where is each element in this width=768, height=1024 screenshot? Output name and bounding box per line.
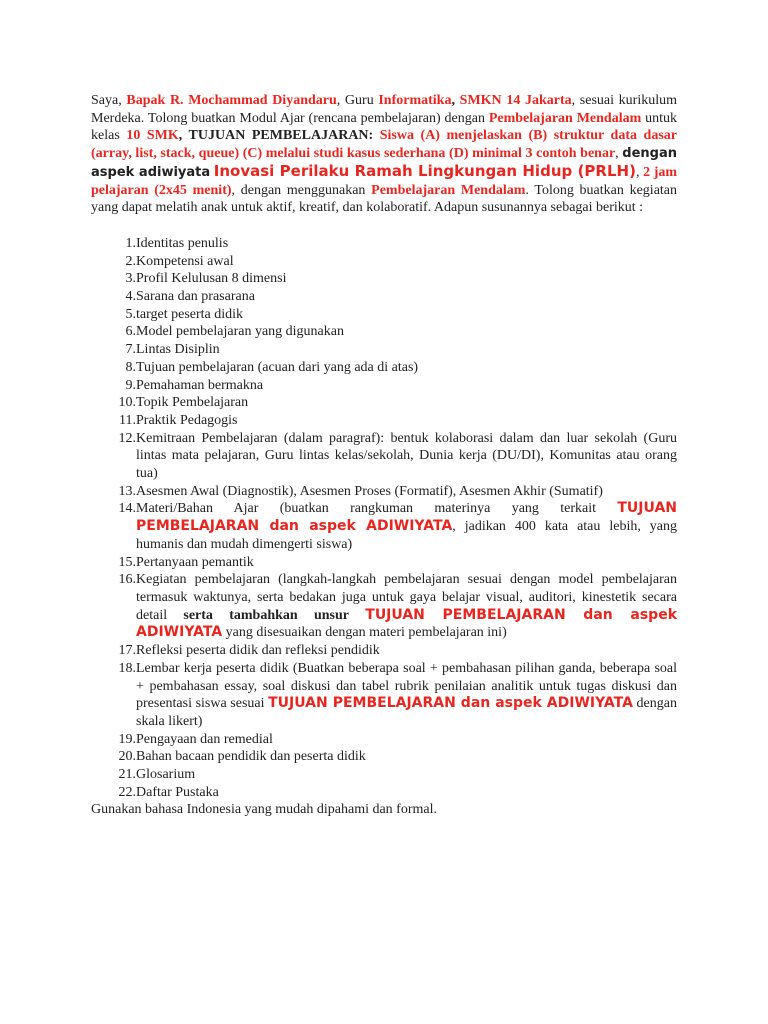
list-item-number: [91, 731, 136, 749]
list-item-text: [136, 288, 677, 306]
list-item: [91, 323, 677, 341]
list-number-text: 15.: [118, 554, 136, 570]
list-item-text: [136, 323, 677, 341]
list-item-text: [136, 235, 677, 253]
list-item: [91, 359, 677, 377]
list-text-segment: [349, 608, 365, 623]
list-number-text: 2.: [125, 253, 136, 269]
list-number-text: 17.: [118, 643, 136, 659]
list-text-segment: Daftar Pustaka: [136, 784, 219, 800]
list-number-text: 21.: [118, 767, 136, 783]
list-item: [91, 500, 677, 553]
list-item-number: [91, 323, 136, 341]
list-item: [91, 642, 677, 660]
objective-heading: , TUJUAN PEMBELAJARAN:: [178, 128, 380, 144]
list-text-segment: Model pembelajaran yang digunakan: [136, 324, 344, 340]
list-item-number: [91, 288, 136, 306]
document-page: [91, 92, 677, 819]
list-item-number: [91, 642, 136, 660]
list-item: [91, 412, 677, 430]
list-item: [91, 394, 677, 412]
list-text-segment: Pertanyaan pemantik: [136, 554, 254, 570]
list-number-text: 6.: [125, 324, 136, 340]
list-number-text: 5.: [125, 306, 136, 322]
highlight-text: TUJUAN PEMBELAJARAN dan aspek ADIWIYATA: [136, 500, 677, 535]
list-item: [91, 483, 677, 501]
subject-name: Informatika: [378, 93, 452, 108]
list-number-text: 1.: [125, 235, 136, 251]
list-item-number: [91, 235, 136, 253]
intro-text: . Tolong buatkan kegiatan yang dapat melatih anak untuk aktif, kreatif, dan kolaboratif. Adapun susunannya sebagai berikut :: [91, 182, 678, 216]
list-text-segment: Refleksi peserta didik dan refleksi pendidik: [136, 643, 380, 659]
list-item-text: [136, 253, 677, 271]
list-text-segment: target peserta didik: [136, 306, 244, 322]
list-text-segment: Kemitraan Pembelajaran (dalam paragraf): bentuk kolaborasi dalam dan luar sekolah (Guru lintas mata pelajaran, Guru lintas kelas/sekolah, Dunia kerja (DU/DI), Komunitas atau orang tua): [136, 430, 677, 482]
list-text-segment: Kompetensi awal: [136, 253, 234, 269]
list-number-text: 22.: [118, 784, 136, 800]
list-item-number: [91, 253, 136, 271]
list-number-text: 18.: [118, 660, 136, 676]
highlight-text: TUJUAN PEMBELAJARAN dan aspek ADIWIYATA: [136, 606, 678, 641]
list-item-number: [91, 784, 136, 802]
list-number-text: 7.: [125, 342, 136, 358]
closing-text: Gunakan bahasa Indonesia yang mudah dipahami dan formal.: [91, 802, 438, 818]
list-item-text: [136, 412, 677, 430]
teacher-name: Bapak R. Mochammad Diyandaru: [126, 93, 337, 108]
list-item-number: [91, 500, 136, 553]
list-text-segment: Glosarium: [136, 767, 196, 783]
bold-text: serta tambahkan unsur: [183, 607, 349, 623]
intro-text: ,: [451, 93, 455, 108]
list-item: [91, 270, 677, 288]
aspect-label: dengan aspek adiwiyata: [91, 146, 678, 180]
school-name: SMKN 14 Jakarta: [459, 93, 572, 108]
list-item: [91, 748, 677, 766]
list-item-number: [91, 270, 136, 288]
list-item-text: [136, 748, 677, 766]
list-text-segment: Topik Pembelajaran: [136, 395, 249, 411]
list-item-number: [91, 554, 136, 572]
module-outline-list: [91, 235, 677, 802]
approach-highlight: Pembelajaran Mendalam: [488, 110, 642, 126]
list-item-text: [136, 500, 677, 553]
list-number-text: 9.: [125, 377, 136, 393]
list-text-segment: Pengayaan dan remedial: [136, 731, 273, 747]
list-item: [91, 377, 677, 395]
intro-text: , sesuai kurikulum Merdeka. Tolong buatkan Modul Ajar (rencana pembelajaran) dengan: [91, 93, 678, 126]
intro-paragraph: [91, 92, 677, 217]
list-text-segment: dengan skala likert): [136, 696, 677, 729]
list-item-text: [136, 554, 677, 572]
list-item-text: [136, 483, 677, 501]
list-text-segment: Lintas Disiplin: [136, 342, 220, 358]
list-item-text: [136, 571, 677, 642]
list-item: [91, 235, 677, 253]
list-item-number: [91, 748, 136, 766]
intro-text: Saya,: [91, 93, 127, 108]
list-item-text: [136, 430, 677, 483]
list-number-text: 16.: [118, 572, 136, 588]
list-item: [91, 253, 677, 271]
intro-text: ,: [635, 164, 644, 180]
list-text-segment: Lembar kerja peserta didik (Buatkan beberapa soal + pembahasan pilihan ganda, beberapa soal + pembahasan essay, soal diskusi dan tabel rubrik penilaian analitik untuk tugas diskusi dan presentasi siswa sesuai: [136, 660, 677, 712]
list-item: [91, 784, 677, 802]
list-number-text: 12.: [118, 430, 136, 446]
intro-text: untuk kelas: [91, 110, 678, 144]
list-item-number: [91, 412, 136, 430]
list-item-number: [91, 430, 136, 483]
list-item: [91, 731, 677, 749]
list-item: [91, 306, 677, 324]
list-item: [91, 571, 677, 642]
list-text-segment: Bahan bacaan pendidik dan peserta didik: [136, 749, 366, 765]
list-item-number: [91, 766, 136, 784]
list-item: [91, 288, 677, 306]
list-item: [91, 341, 677, 359]
intro-text: , Guru: [336, 93, 379, 108]
intro-text: , dengan menggunakan: [231, 182, 372, 198]
aspect-highlight: Inovasi Perilaku Ramah Lingkungan Hidup (PRLH): [213, 161, 636, 180]
list-item-text: [136, 731, 677, 749]
list-item-text: [136, 766, 677, 784]
list-item-text: [136, 270, 677, 288]
list-item-text: [136, 306, 677, 324]
list-item-text: [136, 377, 677, 395]
list-number-text: 13.: [118, 483, 136, 499]
list-number-text: 8.: [125, 359, 136, 375]
list-item-number: [91, 660, 136, 731]
list-text-segment: Identitas penulis: [136, 235, 229, 251]
list-item: [91, 554, 677, 572]
list-item: [91, 430, 677, 483]
list-item-number: [91, 394, 136, 412]
list-item-number: [91, 359, 136, 377]
list-item-number: [91, 483, 136, 501]
list-number-text: 14.: [118, 501, 136, 517]
approach-highlight: Pembelajaran Mendalam: [371, 182, 526, 198]
learning-objective: Siswa (A) menjelaskan (B) struktur data dasar (array, list, stack, queue) (C) melalui studi kasus sederhana (D) minimal 3 contoh benar: [91, 128, 678, 162]
list-number-text: 20.: [118, 749, 136, 765]
list-text-segment: Kegiatan pembelajaran (langkah-langkah pembelajaran sesuai dengan model pembelajaran termasuk waktunya, serta bedakan juga untuk gaya belajar visual, auditori, kinestetik secara detail: [136, 572, 677, 623]
list-text-segment: Materi/Bahan Ajar (buatkan rangkuman materinya yang terkait: [136, 501, 618, 517]
list-item-text: [136, 359, 677, 377]
list-item-text: [136, 394, 677, 412]
list-item: [91, 660, 677, 731]
list-text-segment: Praktik Pedagogis: [136, 412, 238, 428]
list-text-segment: Profil Kelulusan 8 dimensi: [136, 271, 287, 287]
list-item-number: [91, 571, 136, 642]
list-item-text: [136, 642, 677, 660]
list-text-segment: Tujuan pembelajaran (acuan dari yang ada di atas): [136, 359, 419, 375]
list-item-number: [91, 377, 136, 395]
list-text-segment: Pemahaman bermakna: [136, 377, 264, 393]
list-text-segment: Sarana dan prasarana: [136, 289, 255, 305]
list-item-number: [91, 306, 136, 324]
duration-highlight: 2 jam pelajaran (2x45 menit): [91, 164, 678, 198]
list-item-number: [91, 341, 136, 359]
list-number-text: 10.: [118, 395, 136, 411]
list-item-text: [136, 784, 677, 802]
list-number-text: 3.: [125, 271, 136, 287]
list-text-segment: Asesmen Awal (Diagnostik), Asesmen Proses (Formatif), Asesmen Akhir (Sumatif): [136, 483, 603, 499]
list-number-text: 19.: [118, 731, 136, 747]
grade-highlight: 10 SMK: [126, 128, 179, 144]
list-text-segment: yang disesuaikan dengan materi pembelajaran ini): [222, 625, 507, 641]
list-text-segment: , jadikan 400 kata atau lebih, yang humanis dan mudah dimengerti siswa): [136, 519, 677, 552]
intro-text: ,: [615, 146, 623, 162]
list-item-text: [136, 660, 677, 731]
highlight-text: TUJUAN PEMBELAJARAN dan aspek ADIWIYATA: [268, 695, 633, 712]
list-number-text: 4.: [125, 289, 136, 305]
list-item-text: [136, 341, 677, 359]
list-number-text: 11.: [119, 412, 136, 428]
list-item: [91, 766, 677, 784]
